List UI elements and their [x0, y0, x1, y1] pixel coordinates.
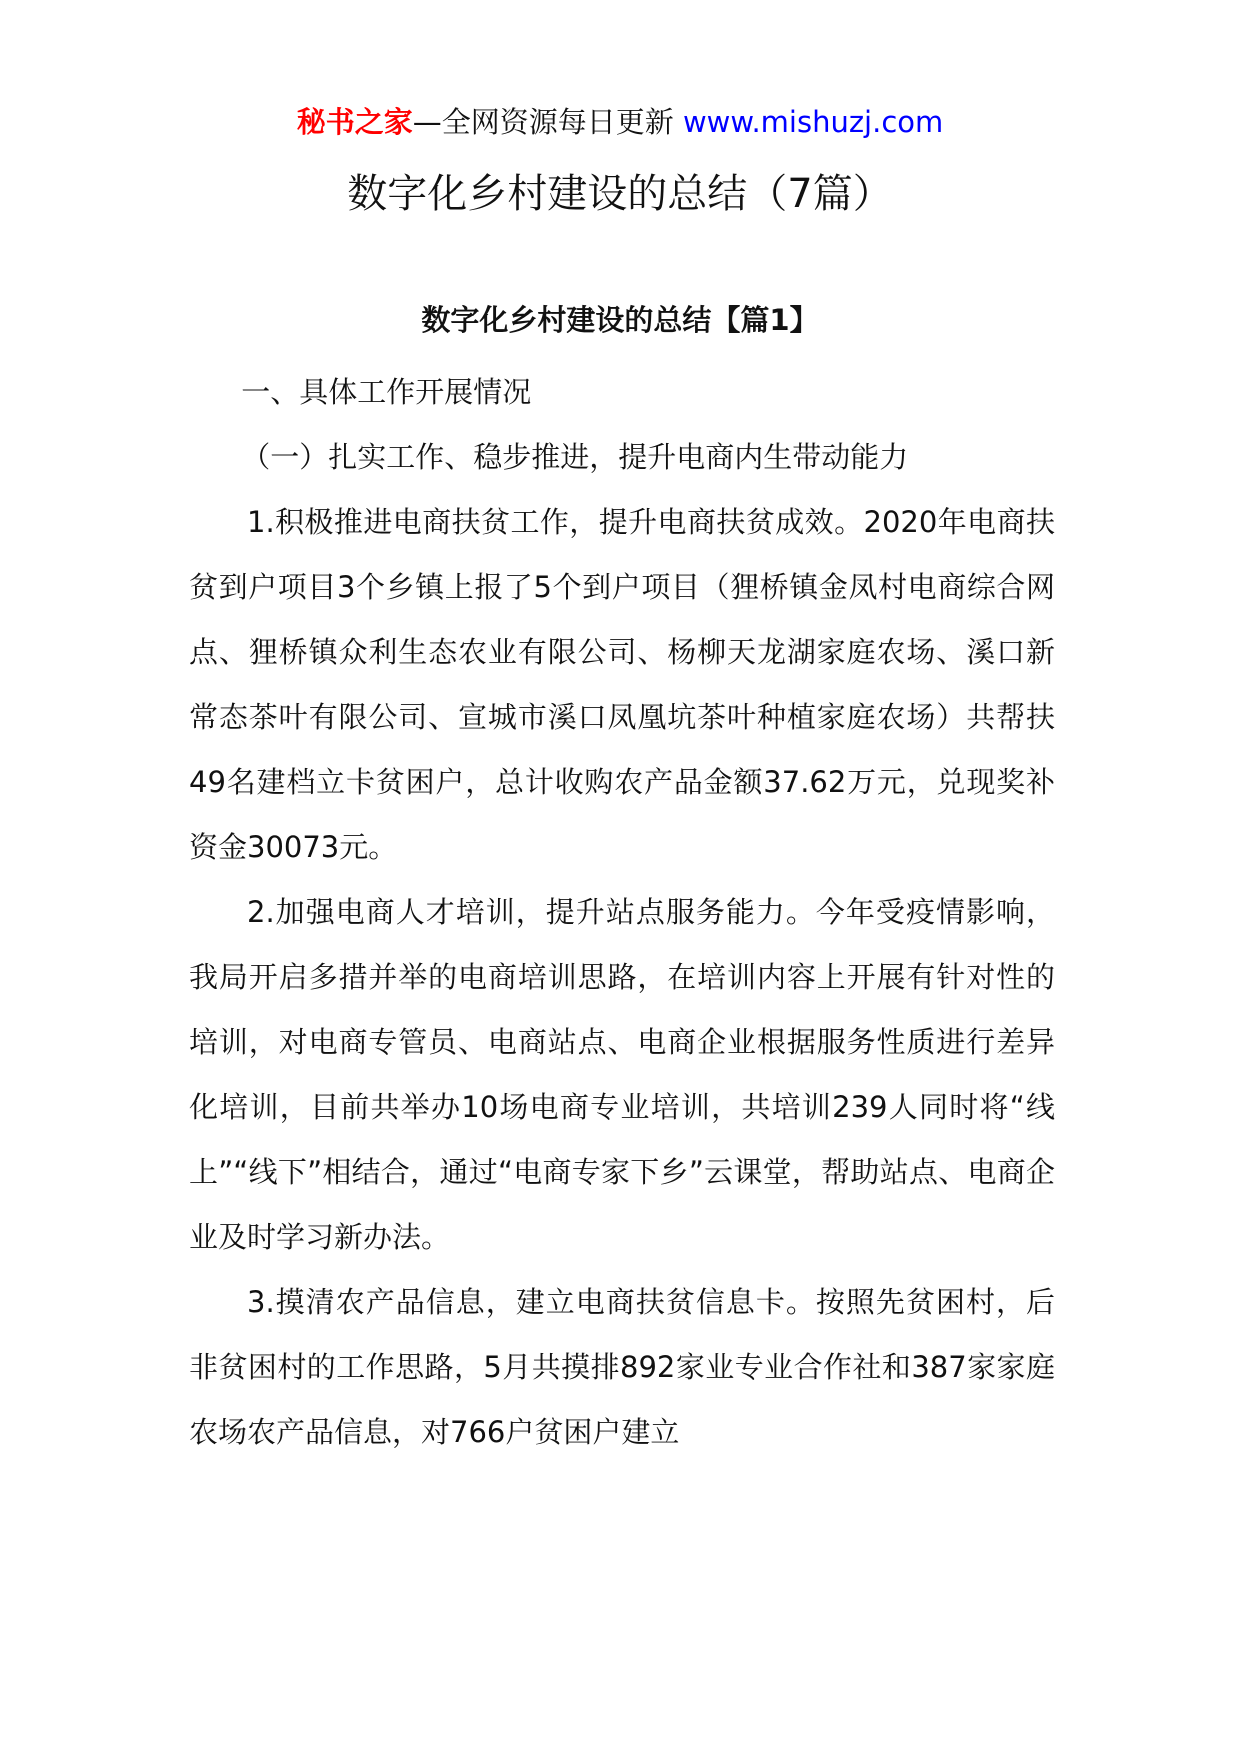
document-title: 数字化乡村建设的总结（7篇） — [347, 171, 893, 217]
site-header — [0, 100, 1240, 144]
document-body — [189, 360, 1055, 1465]
body-paragraph: 2.加强电商人才培训，提升站点服务能力。今年受疫情影响，我局开启多措并举的电商培训思路，在培训内容上开展有针对性的培训，对电商专管员、电商站点、电商企业根据服务性质进行差异化培训，目前共举办10场电商专业培训，共培训239人同时将“线上”“线下”相结合，通过“电商专家下乡”云课堂，帮助站点、电商企业及时学习新办法。 — [189, 895, 1055, 1254]
section-title: 数字化乡村建设的总结【篇1】 — [421, 303, 819, 337]
body-paragraph: 1.积极推进电商扶贫工作，提升电商扶贫成效。2020年电商扶贫到户项目3个乡镇上报了5个到户项目（狸桥镇金凤村电商综合网点、狸桥镇众利生态农业有限公司、杨柳天龙湖家庭农场、溪口新常态茶叶有限公司、宣城市溪口凤凰坑茶叶种植家庭农场）共帮扶49名建档立卡贫困户，总计收购农产品金额37.62万元，兑现奖补资金30073元。 — [189, 505, 1055, 864]
heading-level-2: （一）扎实工作、稳步推进，提升电商内生带动能力 — [241, 440, 909, 474]
brand-name: 秘书之家 — [296, 105, 413, 139]
header-tagline: —全网资源每日更新 — [412, 105, 683, 139]
body-paragraph: 3.摸清农产品信息，建立电商扶贫信息卡。按照先贫困村，后非贫困村的工作思路，5月共摸排892家业专业合作社和387家家庭农场农产品信息，对766户贫困户建立 — [189, 1285, 1055, 1449]
heading-level-1: 一、具体工作开展情况 — [241, 375, 532, 409]
site-url-link[interactable]: www.mishuzj.com — [682, 105, 944, 139]
